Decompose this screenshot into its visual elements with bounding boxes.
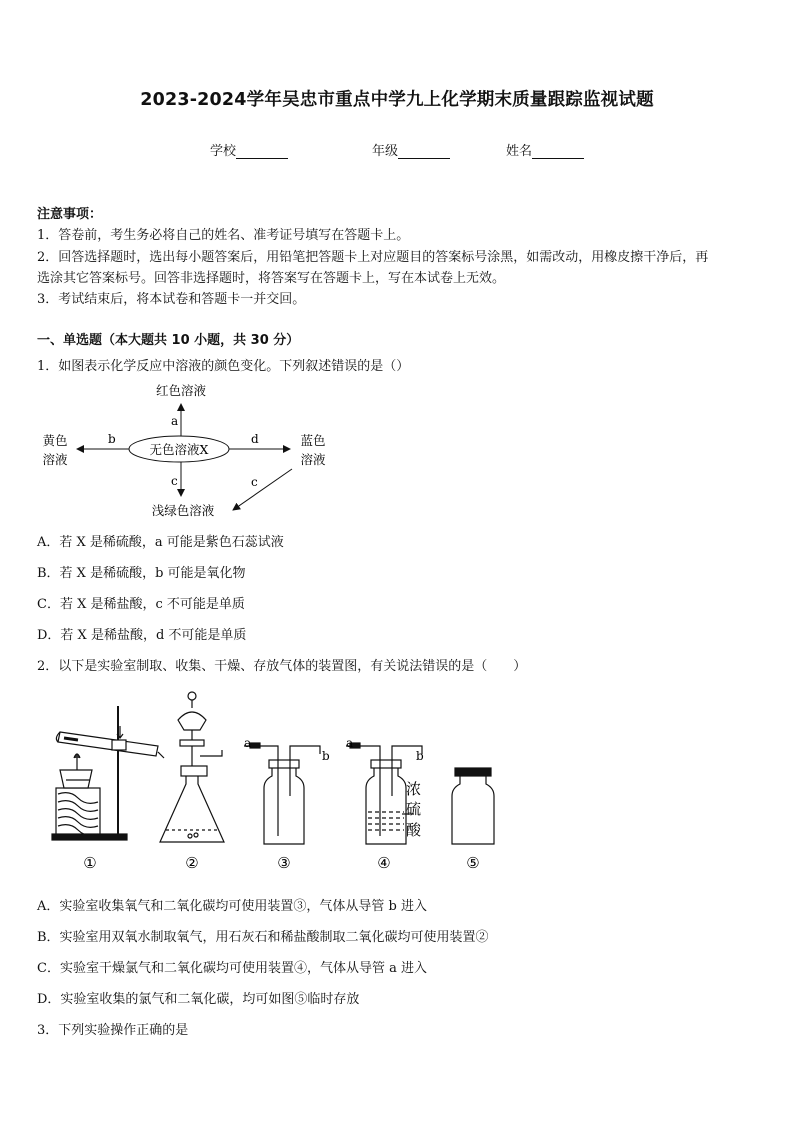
apparatus-5-storage-bottle bbox=[452, 768, 494, 844]
grade-field[interactable] bbox=[372, 140, 450, 159]
apparatus-3-gas-bottle bbox=[244, 743, 320, 844]
grade-blank[interactable] bbox=[398, 145, 450, 159]
port-a-4: a bbox=[346, 736, 354, 750]
q1-option-c[interactable]: C．若 X 是稀盐酸，c 不可能是单质 bbox=[37, 597, 245, 612]
name-label: 姓名 bbox=[506, 144, 533, 159]
school-label: 学校 bbox=[210, 144, 237, 159]
q2-option-c[interactable]: C．实验室干燥氯气和二氧化碳均可使用装置④，气体从导管 a 进入 bbox=[37, 961, 427, 976]
apparatus-2-flask bbox=[160, 692, 224, 842]
name-field[interactable] bbox=[506, 140, 584, 159]
label-a: a bbox=[171, 414, 179, 428]
left-label-2: 溶液 bbox=[42, 452, 68, 467]
school-field[interactable] bbox=[210, 140, 288, 159]
q2-option-d[interactable]: D．实验室收集的氯气和二氧化碳，均可如图⑤临时存放 bbox=[37, 992, 360, 1007]
left-label-1: 黄色 bbox=[42, 433, 68, 448]
section-heading: 一、单选题（本大题共 10 小题，共 30 分） bbox=[37, 333, 300, 348]
q2-option-a[interactable]: A．实验室收集氧气和二氧化碳均可使用装置③，气体从导管 b 进入 bbox=[37, 899, 427, 914]
port-b-4: b bbox=[416, 749, 424, 763]
port-a-3: a bbox=[244, 736, 252, 750]
top-label: 红色溶液 bbox=[155, 383, 207, 398]
arrow-c-diag bbox=[233, 469, 292, 510]
acid-label-1: 浓 bbox=[406, 780, 422, 798]
notice-item: 3．考试结束后，将本试卷和答题卡一并交回。 bbox=[37, 292, 306, 307]
notice-item: 1．答卷前，考生务必将自己的姓名、准考证号填写在答题卡上。 bbox=[37, 228, 410, 243]
name-blank[interactable] bbox=[532, 145, 584, 159]
right-label-2: 溶液 bbox=[300, 452, 326, 467]
color-change-diagram bbox=[30, 376, 350, 522]
right-label-1: 蓝色 bbox=[300, 433, 326, 448]
apparatus-4-label: ④ bbox=[377, 854, 391, 872]
acid-label-2: 硫 bbox=[406, 800, 422, 818]
apparatus-3-label: ③ bbox=[277, 854, 291, 872]
q2-option-b[interactable]: B．实验室用双氧水制取氧气，用石灰石和稀盐酸制取二氧化碳均可使用装置② bbox=[37, 930, 489, 945]
label-c2: c bbox=[251, 475, 258, 489]
notice-heading: 注意事项： bbox=[37, 207, 103, 222]
label-d: d bbox=[251, 432, 259, 446]
center-label: 无色溶液X bbox=[149, 442, 209, 457]
bottom-label: 浅绿色溶液 bbox=[151, 503, 215, 518]
label-c1: c bbox=[171, 474, 178, 488]
apparatus-1-heating bbox=[52, 706, 164, 840]
label-b: b bbox=[108, 432, 116, 446]
lab-apparatus-figure bbox=[40, 686, 510, 880]
school-blank[interactable] bbox=[236, 145, 288, 159]
acid-label-3: 酸 bbox=[406, 821, 422, 839]
notice-item: 2．回答选择题时，选出每小题答案后，用铅笔把答题卡上对应题目的答案标号涂黑，如需改动，用橡皮擦干净后，再 bbox=[37, 250, 709, 265]
page-title: 2023-2024学年吴忠市重点中学九上化学期末质量跟踪监视试题 bbox=[140, 90, 654, 110]
apparatus-2-label: ② bbox=[185, 854, 199, 872]
port-b-3: b bbox=[322, 749, 330, 763]
q1-option-a[interactable]: A．若 X 是稀硫酸，a 可能是紫色石蕊试液 bbox=[37, 535, 284, 550]
q1-option-b[interactable]: B．若 X 是稀硫酸，b 可能是氧化物 bbox=[37, 566, 246, 581]
notice-item: 选涂其它答案标号。回答非选择题时，将答案写在答题卡上，写在本试卷上无效。 bbox=[37, 271, 506, 286]
q1-stem: 1．如图表示化学反应中溶液的颜色变化。下列叙述错误的是（） bbox=[37, 359, 410, 374]
grade-label: 年级 bbox=[372, 144, 399, 159]
apparatus-1-label: ① bbox=[83, 854, 97, 872]
apparatus-5-label: ⑤ bbox=[466, 854, 480, 872]
q3-stem: 3．下列实验操作正确的是 bbox=[37, 1023, 189, 1038]
q1-option-d[interactable]: D．若 X 是稀盐酸，d 不可能是单质 bbox=[37, 628, 247, 643]
q2-stem: 2．以下是实验室制取、收集、干燥、存放气体的装置图，有关说法错误的是（ ） bbox=[37, 659, 527, 674]
